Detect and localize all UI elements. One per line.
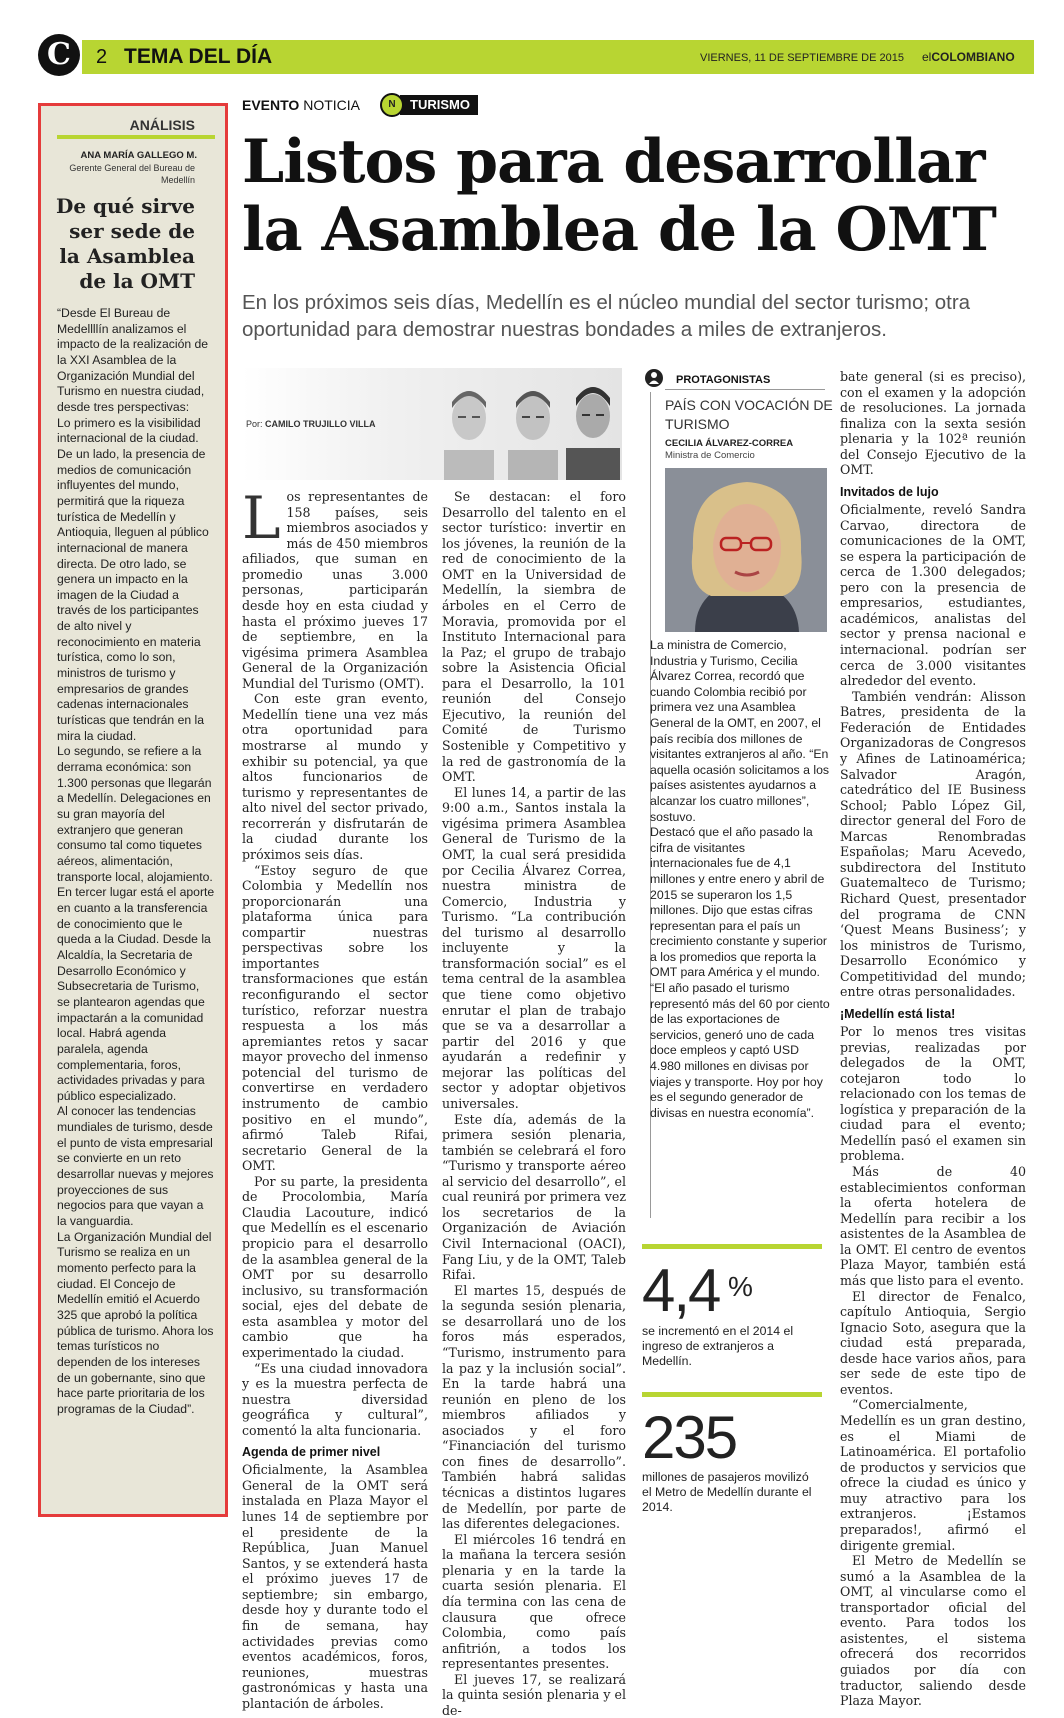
page-number: 2: [96, 46, 108, 68]
drop-cap: L: [242, 484, 281, 552]
article-paragraph: Por lo menos tres visitas previas, realizadas por delegados de la OMT, cotejaron todo lo relacionado con los temas de logística y preparación de la ciudad para el evento; Medellín pasó el examen sin problema.: [840, 1023, 1026, 1164]
analysis-body: [57, 306, 215, 1418]
article-paragraph: Oficialmente, reveló Sandra Carvao, directora de comunicaciones de la OMT, se espera la participación de cerca de 1.300 delegados; pero con la presencia de empresarios, estudiantes, académicos, analistas del sector y prensa nacional e internacional. podrían ser cerca de 3.000 visitantes alrededor del evento.: [840, 501, 1026, 689]
analysis-paragraph: “Desde El Bureau de Medellllín analizamos el impacto de la realización de la XXI Asamblea de la Organización Mundial del Turismo en nuestra ciudad, desde tres perspectivas:: [57, 306, 209, 414]
article-column-1: [242, 484, 428, 1711]
article-paragraph: “Comercialmente, Medellín es un gran destino, es el Miami de Latinoamérica. El portafolio de productos y servicios que ofrece la ciudad es único y muy atractivo para los extranjeros. ¡Estamos preparados!, afirmó el dirigente gremial.: [840, 1397, 1026, 1553]
author-portrait: [500, 372, 566, 480]
stat-metro-passengers-desc: millones de pasajeros movilizó el Metro de Medellín durante el 2014.: [642, 1470, 812, 1515]
article-paragraph: Oficialmente, la Asamblea General de la OMT será instalada en Plaza Mayor el lunes 14 de septiembre por el presidente de la República, Juan Manuel Santos, y se extenderá hasta el próximo jueves 17 de septiembre; sin embargo, desde hoy y durante todo el fin de semana, hay actividades previas como eventos académicos, foros, reuniones, muestras gastronómicas y hasta una plantación de árboles.: [242, 1462, 428, 1711]
article-column-2: [442, 489, 626, 1718]
stat-tourism-growth-unit: %: [728, 1271, 753, 1302]
section-subheading: Invitados de lujo: [840, 484, 939, 499]
analysis-tag: ANÁLISIS: [129, 117, 195, 133]
newspaper-logo: C: [38, 34, 80, 76]
brand-name: COLOMBIANO: [931, 50, 1015, 64]
article-paragraph: El jueves 17, se realizará la quinta sesión plenaria y el de-: [442, 1671, 626, 1718]
section-subheading: ¡Medellín está lista!: [840, 1006, 956, 1021]
subheadline: En los próximos seis días, Medellín es el núcleo mundial del sector turismo; otra oportunidad para demostrar nuestras bondades a miles de extranjeros.: [242, 291, 971, 341]
article-paragraph: [242, 484, 428, 691]
analysis-paragraph: La Organización Mundial del Turismo se realiza en un momento perfecto para la ciudad. El Concejo de Medellín emitió el Acuerdo 325 que aprobó la política pública de turismo. Ahora los temas turísticos no dependen de los intereses de un gobernante, sino que hace parte prioritaria de los programas de la Ciudad”.: [57, 1229, 214, 1416]
stat-tourism-growth-desc: se incrementó en el 2014 el ingreso de extranjeros a Medellín.: [642, 1324, 794, 1369]
article-paragraph: bate general (si es preciso), con el examen y la adopción de resoluciones. La jornada finaliza con la sexta sesión plenaria y la 102ª reunión del Consejo Ejecutivo de la OMT.: [840, 369, 1026, 478]
byline-banner: [242, 368, 622, 480]
analysis-author: ANA MARÍA GALLEGO M.: [80, 150, 197, 161]
byline: [246, 418, 376, 430]
article-paragraph: El lunes 14, a partir de las 9:00 a.m., Santos instala la vigésima primera Asamblea General de Turismo de la OMT, la cual será presidida por Cecilia Álvarez Correa, nuestra ministra de Comercio, Industria y Turismo. “La contribución del turismo al desarrollo incluyente y la transformación social” es el tema central de la asamblea que tiene como objetivo enrutar el plan de trabajo que se va a desarrollar a partir del 2016 y que ayudarán a redefinir y mejorar las políticas del sector y adoptar objetivos universales.: [442, 784, 626, 1111]
article-paragraph: El miércoles 16 tendrá en la mañana la tercera sesión plenaria y en la tarde la cuarta sesión plenaria. El día termina con las cena de clausura que ofrece Colombia, como país anfitrión, a todos los representantes presentes.: [442, 1531, 626, 1672]
protagonists-paragraph: La ministra de Comercio, Industria y Turismo, Cecilia Álvarez Correa, recordó que cuando Colombia recibió por primera vez una Asamblea General de la OMT, en 2007, el país recibía dos millones de visitantes extranjeros al año. “En aquella ocasión solicitamos a los países asistentes ayudarnos a alcanzar los cuatro millones”, sostuvo.: [650, 638, 830, 824]
kicker-light: NOTICIA: [303, 97, 360, 113]
protagonists-paragraph: Destacó que el año pasado la cifra de visitantes internacionales fue de 4,1 millones y entre enero y abril de 2015 se superaron los 1,5 millones. Dijo que estas cifras representan para el país un crecimiento constante y superior a los promedios que reporta la OMT para América y el mundo. “El año pasado el turismo representó más del 60 por ciento de las exportaciones de servicios, generó uno de cada doce empleos y captó USD 4.980 millones en divisas por viajes y transporte. Hoy por hoy es el segundo generador de divisas en nuestra economía”.: [650, 825, 830, 1120]
protagonists-divider: [665, 389, 825, 390]
article-kicker: [242, 95, 360, 115]
protagonists-title: PAÍS CON VOCACIÓN DE TURISMO: [665, 397, 833, 432]
kicker-bold: EVENTO: [242, 97, 300, 113]
article-paragraph: Se destacan: el foro Desarrollo del talento en el sector turístico: invertir en los jóvenes, la reunión de la red de conocimiento de la OMT en la Universidad de Medellín, la siembra de árboles en el Cerro de Moravia, promovida por el Instituto Internacional para la Paz; el grupo de trabajo sobre la Asistencia Oficial para el Desarrollo, la 101 reunión del Consejo Ejecutivo, la reunión del Comité de Turismo Sostenible y Competitivo y la red de gastronomía de la OMT.: [442, 489, 626, 785]
analysis-paragraph: Lo primero es la visibilidad internacional de la ciudad. De un lado, la presencia de medios de comunicación influyentes del mundo, permitirá que la riqueza turística de Medellín y Antioquia, lleguen al público internacional de manera directa. De otro lado, se genera un impacto en la imagen de la Ciudad a través de los participantes de alto nivel y reconocimiento en materia turística, como lo son, ministros de turismo y empresarios de grandes cadenas internacionales turísticas que tendrán en la mira la ciudad.: [57, 415, 209, 743]
analysis-sidebar: [38, 103, 228, 1517]
brand-prefix: el: [922, 50, 932, 64]
article-column-4: [840, 369, 1026, 1709]
analysis-divider: [57, 135, 215, 139]
stat-divider: [642, 1244, 822, 1249]
byline-author: CAMILO TRUJILLO VILLA: [265, 419, 376, 429]
article-paragraph: También vendrán: Alisson Batres, presidenta de la Federación de Entidades Organizadoras de Congresos y Afines de Latinoamérica; Salvador Aragón, catedrático del IE Business School; Pablo López Gil, director general del Foro de Marcas Renombradas Españolas; Maru Acevedo, subdirectora del Instituto Guatemalteco de Turismo; Richard Quest, presentador del programa de CNN ‘Quest Means Business’; y los ministros de Turismo, Desarrollo Económico y Competitividad del mundo; entre otras personalidades.: [840, 688, 1026, 1000]
compass-icon: N: [380, 93, 404, 117]
analysis-paragraph: Lo segundo, se refiere a la derrama económica: son 1.300 personas que llegarán a Medellín. Delegaciones en su gran mayoría del extranjero que generan consumo tal como tiquetes aéreos, alimentación, transporte local, alojamiento.: [57, 744, 213, 884]
stat-divider: [642, 1392, 822, 1397]
masthead-brand: [922, 49, 1015, 65]
analysis-paragraph: En tercer lugar está el aporte en cuanto a la transferencia de conocimiento que le queda a la Ciudad. Desde la Alcaldía, la Secretaria de Desarrollo Económico y Subsecretaria de Turismo, se plantearon agendas que impactarán a la comunidad local. Habrá agenda paralela, agenda complementaria, foros, actividades privadas y para público especializado.: [57, 885, 215, 1103]
article-paragraph: Por su parte, la presidenta de Procolombia, María Claudia Lacouture, indicó que Medellín es el escenario propicio para el desarrollo de la asamblea general de la OMT por su desarrollo inclusivo, su transformación social, ejes del debate de esta asamblea y motor del cambio que ha experimentado la ciudad.: [242, 1173, 428, 1360]
stat-metro-passengers-value: 235: [642, 1404, 737, 1471]
article-paragraph: El Metro de Medellín se sumó a la Asamblea de la OMT, al vincularse como el transportador oficial del evento. Para todos los asistentes, el sistema ofrecerá dos recorridos guiados por día con traductor, saliendo desde Plaza Mayor.: [840, 1553, 1026, 1709]
article-paragraph: El director de Fenalco, capítulo Antioquia, Sergio Ignacio Soto, asegura que la ciudad está preparada, desde hace varios años, para ser sede de este tipo de eventos.: [840, 1288, 1026, 1397]
article-paragraph: “Estoy seguro de que Colombia y Medellín nos proporcionarán una plataforma única para compartir nuestras perspectivas sobre los importantes transformaciones que están reconfigurando el sector turístico, reforzar nuestra respuesta a los más apremiantes retos y sacar mayor provecho del inmenso potencial del turismo de convertirse en verdadero instrumento de cambio positivo en el mundo”, afirmó Taleb Rifai, secretario General de la OMT.: [242, 862, 428, 1174]
analysis-title: De qué sirve ser sede de la Asamblea de la OMT: [56, 194, 195, 293]
analysis-author-role: Gerente General del Bureau de Medellín: [69, 163, 195, 185]
section-subheading: Agenda de primer nivel: [242, 1445, 381, 1460]
issue-date: VIERNES, 11 DE SEPTIEMBRE DE 2015: [700, 52, 904, 64]
protagonist-name: CECILIA ÁLVAREZ-CORREA: [665, 438, 794, 449]
minister-photo: [665, 468, 827, 632]
person-icon: [645, 369, 663, 387]
stat-tourism-growth-value: 4,4: [642, 1257, 720, 1324]
article-paragraph: El martes 15, después de la segunda sesión plenaria, se desarrollará uno de los foros más esperados, “Turismo, instrumento para la paz y la inclusión social”. En la tarde habrá una reunión en pleno de los miembros afiliados y asociados y el foro “Financiación del turismo con fines de desarrollo”. También habrá salidas técnicas a distintos lugares de Medellín, por parte de las diferentes delegaciones.: [442, 1282, 626, 1532]
article-paragraph: Más de 40 establecimientos conforman la oferta hotelera de Medellín para recibir a los asistentes de la Asamblea de la OMT. El centro de eventos Plaza Mayor, también está más que listo para el evento.: [840, 1164, 1026, 1288]
tourism-badge-label: TURISMO: [400, 95, 478, 115]
headline: Listos para desarrollar la Asamblea de la OMT: [242, 127, 996, 265]
protagonists-label: PROTAGONISTAS: [676, 374, 771, 386]
paragraph-text: os representantes de 158 países, seis miembros asociados y más de 450 miembros afiliados, que suman en promedio unas 3.000 personas, participarán desde hoy en esta ciudad y hasta el próximo jueves 17 de septiembre, en la vigésima primera Asamblea General de la Organización Mundial del Turismo (OMT).: [242, 489, 428, 691]
byline-prefix: Por:: [246, 419, 263, 429]
author-portrait: [436, 372, 502, 480]
protagonists-body: [650, 638, 830, 1121]
article-paragraph: Con este gran evento, Medellín tiene una vez más otra oportunidad para mostrarse al mundo y exhibir su potencial, ya que altos funcionarios de turismo y representantes de alto nivel del sector privado, recorrerán y disfrutarán de la ciudad durante los próximos seis días.: [242, 691, 428, 862]
article-paragraph: “Es una ciudad innovadora y es la muestra perfecta de nuestra diversidad geográfica y cultural”, comentó la alta funcionaria.: [242, 1360, 428, 1438]
article-paragraph: Este día, además de la primera sesión plenaria, también se celebrará el foro “Turismo y transporte aéreo al servicio del desarrollo”, el cual reunirá por primera vez los secretarios de la Organización de Aviación Civil Internacional (OACI), Fang Liu, y de la OMT, Taleb Rifai.: [442, 1111, 626, 1283]
analysis-paragraph: Al conocer las tendencias mundiales de turismo, desde el punto de vista empresarial se convierte en un reto desarrollar nuevas y mejores proyecciones de sus negocios para que vayan a la vanguardia.: [57, 1104, 214, 1229]
section-title: TEMA DEL DÍA: [124, 45, 273, 68]
protagonist-role: Ministra de Comercio: [665, 450, 755, 461]
author-portrait: [560, 372, 626, 480]
